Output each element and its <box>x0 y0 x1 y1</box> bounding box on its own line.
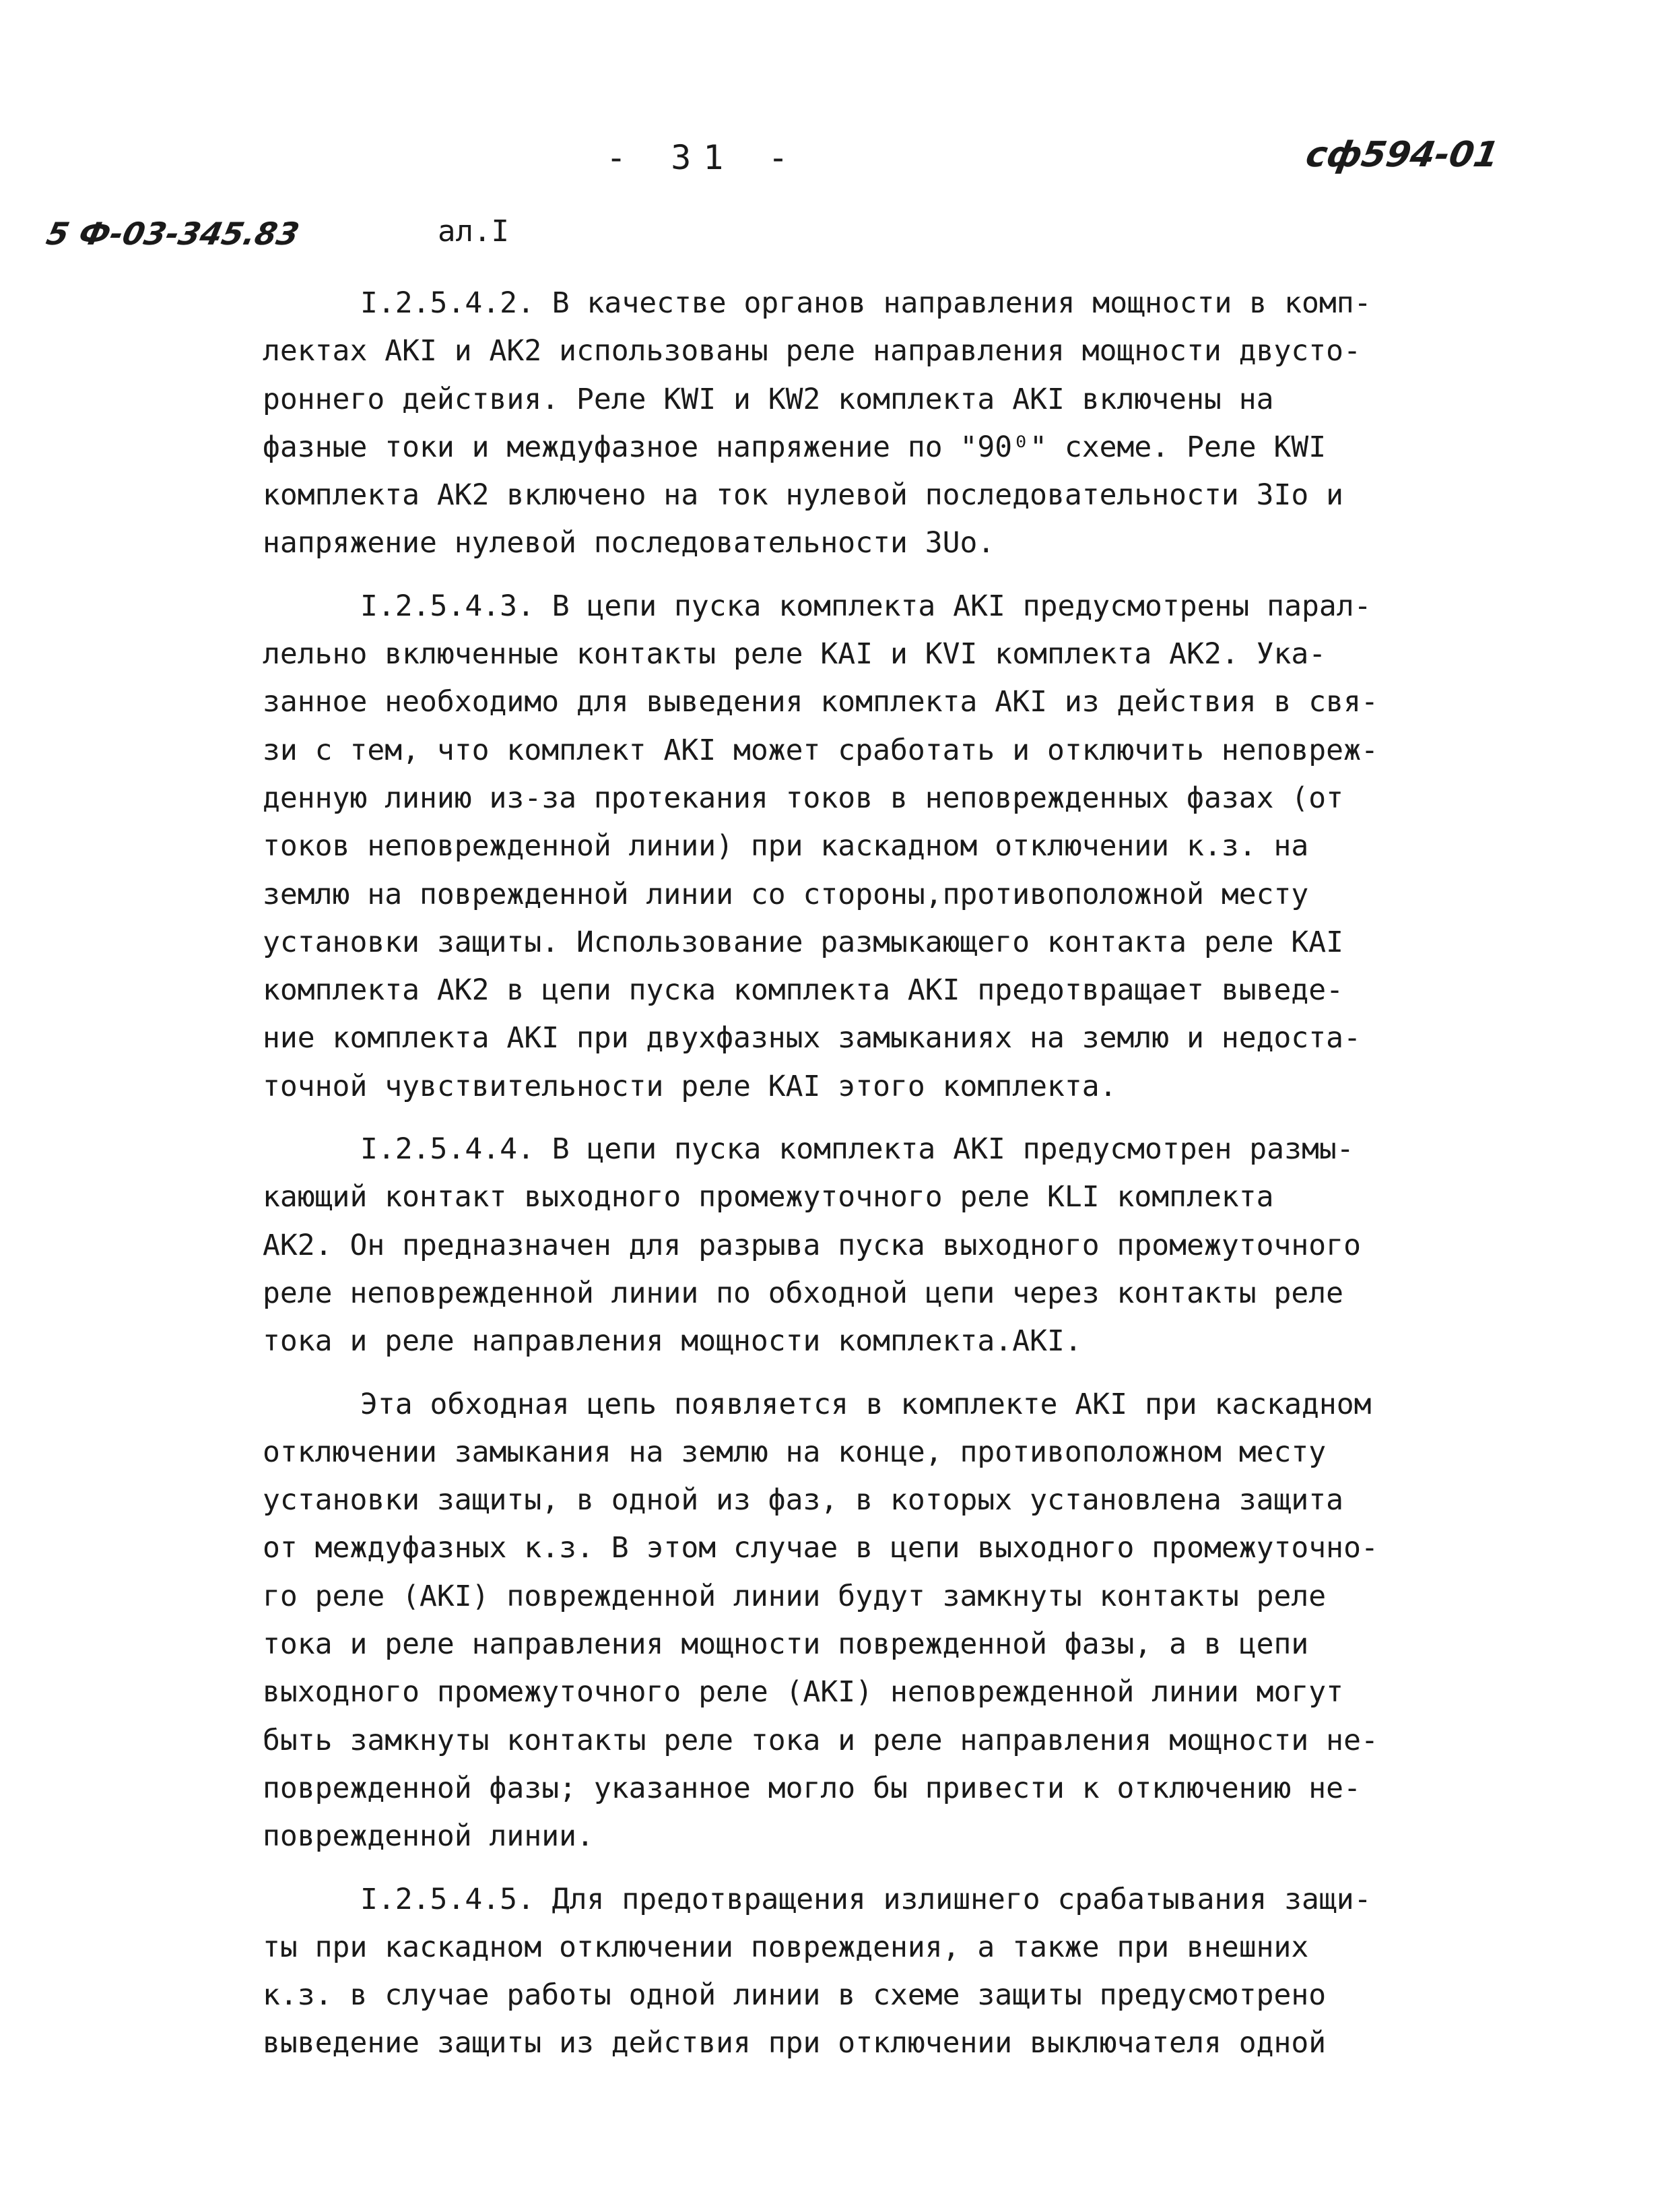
text-line: занное необходимо для выведения комплекта АКI из действия в свя- <box>263 685 1378 719</box>
text-line: токов неповрежденной линии) при каскадном отключении к.з. на <box>263 829 1309 864</box>
text-line: установки защиты, в одной из фаз, в которых установлена защита <box>263 1483 1344 1518</box>
text-line: I.2.5.4.4. В цепи пуска комплекта АКI предусмотрен размы- <box>360 1132 1354 1167</box>
text-line: го реле (АКI) поврежденной линии будут замкнуты контакты реле <box>263 1579 1327 1613</box>
paragraph-bypass-circuit <box>263 1381 1508 1861</box>
text-line: ты при каскадном отключении повреждения, а также при внешних <box>263 1930 1309 1964</box>
text-line: выведение защиты из действия при отключении выключателя одной <box>263 2026 1327 2060</box>
text-line: напряжение нулевой последовательности 3Uo. <box>263 526 995 560</box>
page-number: - 31 - <box>606 138 801 177</box>
text-line: тока и реле направления мощности комплекта.АКI. <box>263 1324 1082 1359</box>
text-line: быть замкнуты контакты реле тока и реле направления мощности не- <box>263 1723 1378 1757</box>
text-line: точной чувствительности реле КАI этого комплекта. <box>263 1069 1117 1103</box>
text-line: лельно включенные контакты реле КАI и КVI комплекта АК2. Ука- <box>263 637 1327 672</box>
paragraph-1-2-5-4-3 <box>263 583 1508 1111</box>
sheet-label: ал.I <box>438 214 509 249</box>
text-line: комплекта АК2 включено на ток нулевой последовательности 3Io и <box>263 478 1344 513</box>
text-line: Эта обходная цепь появляется в комплекте АКI при каскадном <box>360 1387 1372 1421</box>
text-line: к.з. в случае работы одной линии в схеме защиты предусмотрено <box>263 1978 1327 2013</box>
text-line: комплекта АК2 в цепи пуска комплекта АКI предотвращает выведе- <box>263 973 1344 1008</box>
text-line: от междуфазных к.з. В этом случае в цепи выходного промежуточно- <box>263 1531 1378 1565</box>
text-line: АК2. Он предназначен для разрыва пуска выходного промежуточного <box>263 1228 1361 1262</box>
document-body <box>263 280 1508 2083</box>
paragraph-1-2-5-4-4 <box>263 1126 1508 1365</box>
text-line: отключении замыкания на землю на конце, противоположном месту <box>263 1435 1327 1469</box>
text-line: выходного промежуточного реле (АКI) неповрежденной линии могут <box>263 1675 1344 1710</box>
text-line: тока и реле направления мощности поврежденной фазы, а в цепи <box>263 1627 1309 1662</box>
text-line: установки защиты. Использование размыкающего контакта реле КАI <box>263 925 1344 959</box>
text-line: ние комплекта АКI при двухфазных замыканиях на землю и недоста- <box>263 1021 1361 1055</box>
text-line: роннего действия. Реле KWI и KW2 комплекта АКI включены на <box>263 382 1274 416</box>
text-line: лектах АКI и АК2 использованы реле направления мощности двусто- <box>263 334 1361 368</box>
text-line: землю на поврежденной линии со стороны,противоположной месту <box>263 877 1309 911</box>
handwritten-reference: 5 Ф-03-345.83 <box>43 216 303 252</box>
text-line: фазные токи и междуфазное напряжение по "90⁰" схеме. Реле KWI <box>263 430 1327 464</box>
text-line: реле неповрежденной линии по обходной цепи через контакты реле <box>263 1276 1344 1310</box>
paragraph-1-2-5-4-2 <box>263 280 1508 568</box>
text-line: поврежденной фазы; указанное могло бы привести к отключению не- <box>263 1771 1361 1805</box>
text-line: I.2.5.4.3. В цепи пуска комплекта АКI предусмотрены парал- <box>360 589 1372 623</box>
document-code-stamp: сф594-01 <box>1302 135 1502 175</box>
text-line: денную линию из-за протекания токов в неповрежденных фазах (от <box>263 781 1344 815</box>
text-line: кающий контакт выходного промежуточного реле КLI комплекта <box>263 1180 1274 1214</box>
text-line: I.2.5.4.2. В качестве органов направления мощности в комп- <box>360 286 1372 320</box>
text-line: зи с тем, что комплект АКI может сработать и отключить неповреж- <box>263 733 1378 767</box>
text-line: поврежденной линии. <box>263 1819 594 1854</box>
text-line: I.2.5.4.5. Для предотвращения излишнего срабатывания защи- <box>360 1882 1372 1916</box>
paragraph-1-2-5-4-5 <box>263 1876 1508 2068</box>
